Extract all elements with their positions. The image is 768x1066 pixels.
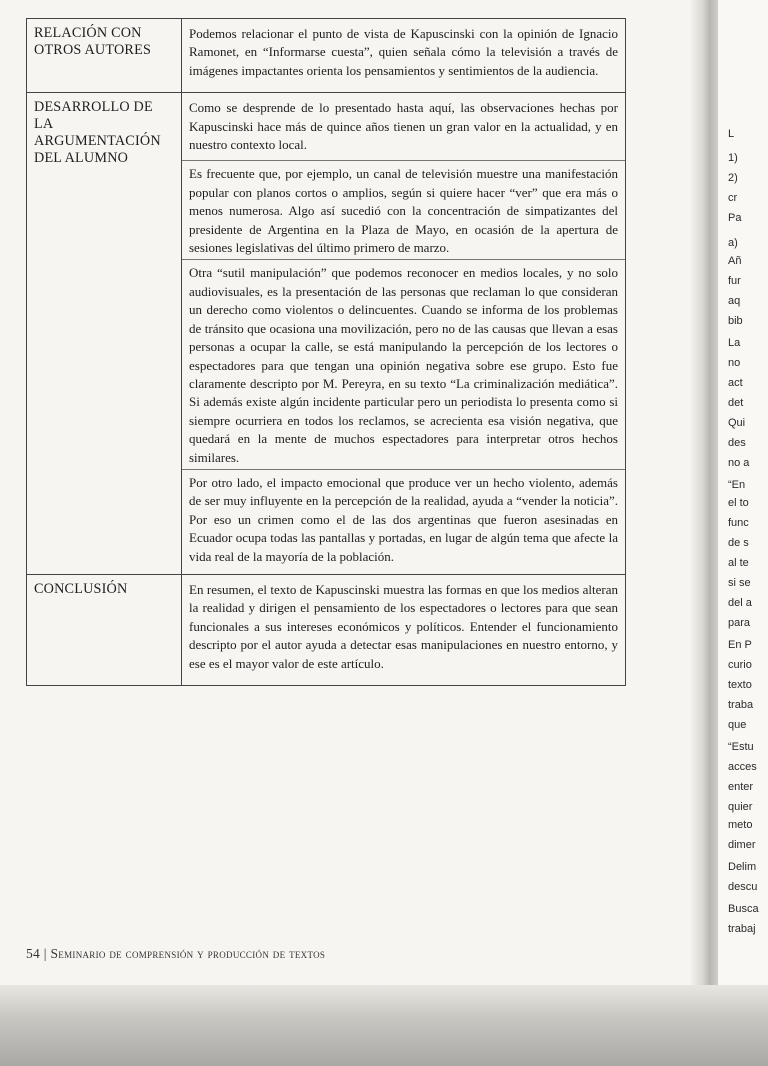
right-page-fragment: 2): [728, 172, 738, 184]
paragraph: En resumen, el texto de Kapuscinski muestra las formas en que los medios alteran la realidad y dirigen el pensamiento de los espectadores o lectores para que sean funcionales a sus intereses económicos y políticos. Entender el funcionamiento descripto por el autor ayuda a detectar esas manipulaciones en nuestro entorno, y ese es el mayor valor de este artículo.: [189, 581, 618, 671]
row-label: DESARROLLO DE LA ARGUMENTACIÓN DEL ALUMNO: [27, 93, 182, 575]
right-page-fragment: func: [728, 517, 749, 529]
row-label: RELACIÓN CON OTROS AUTORES: [27, 19, 182, 93]
right-page-fragment: descu: [728, 881, 758, 893]
row-content: [182, 19, 626, 93]
page-footer: [26, 946, 325, 962]
paragraph: Por otro lado, el impacto emocional que produce ver un hecho violento, además de ser muy influyente en la percepción de la realidad, ayuda a “vender la noticia”. Por eso un crimen como el de las dos argentinas que fueron asesinadas en Ecuador ocupa todas las pantallas y portadas, en lugar de algún tema que afecte la vida real de la mayoría de la población.: [182, 469, 625, 568]
right-page-fragment: no a: [728, 457, 750, 469]
page-bottom-shadow: [0, 985, 768, 1066]
paragraph: Otra “sutil manipulación” que podemos reconocer en medios locales, y no solo audiovisuales, es la presentación de las personas que reclaman lo que consideran un derecho como violentos o delincuentes. Cuando se informa de los problemas de tránsito que ocasiona una movilización, pero no de las causas que llevan a esas personas a ocupar la calle, se está manipulando la percepción de los lectores o espectadores para que tengan una opinión negativa sobre ese grupo. Esto fue claramente descripto por M. Pereyra, en su texto “La criminalización mediática”. Si además existe algún incidente particular pero un periodista lo presenta como si siempre ocurriera en todos los reclamos, se acrecienta esa visión negativa, que quedará en la mente de muchos espectadores para interpretar otros hechos similares.: [182, 259, 625, 468]
right-page-fragment: traba: [728, 699, 754, 711]
row-content: [182, 574, 626, 685]
footer-separator: |: [43, 946, 47, 961]
right-page-fragment: dimer: [728, 839, 756, 851]
right-page-fragment: bib: [728, 315, 743, 327]
right-page-fragment: el to: [728, 497, 749, 509]
right-page-fragment: texto: [728, 679, 752, 691]
table-row-conclusion: [27, 574, 626, 685]
page-number: 54: [26, 946, 41, 961]
right-page-fragment: no: [728, 357, 741, 369]
right-page-fragment: del a: [728, 597, 752, 609]
right-page: [718, 0, 768, 1000]
right-page-fragment: Delim: [728, 861, 757, 873]
right-page-fragment: En P: [728, 639, 752, 651]
right-page-fragment: que: [728, 719, 747, 731]
right-page-fragment: La: [728, 337, 741, 349]
right-page-fragment: det: [728, 397, 744, 409]
right-page-fragment: 1): [728, 152, 738, 164]
right-page-fragment: fur: [728, 275, 741, 287]
right-page-fragment: de s: [728, 537, 749, 549]
right-page-fragment: Añ: [728, 255, 742, 267]
right-page-fragment: acces: [728, 761, 757, 773]
right-page-fragment: Pa: [728, 212, 742, 224]
argument-table: [26, 18, 626, 686]
right-page-fragment: “Estu: [728, 741, 754, 753]
right-page-fragment: L: [728, 128, 735, 140]
right-page-fragment: des: [728, 437, 746, 449]
right-page-fragment: trabaj: [728, 923, 756, 935]
right-page-fragment: a): [728, 237, 738, 249]
paragraph: Como se desprende de lo presentado hasta aquí, las observaciones hechas por Kapuscinski hace más de quince años tienen un gran valor en la actualidad, y en nuestro contexto local.: [189, 100, 618, 153]
book-title: Seminario de comprensión y producción de textos: [50, 946, 326, 961]
row-content: [182, 93, 626, 575]
right-page-fragment: al te: [728, 557, 749, 569]
right-page-fragment: Qui: [728, 417, 746, 429]
table-row-relacion: [27, 19, 626, 93]
row-label: CONCLUSIÓN: [27, 574, 182, 685]
right-page-fragment: meto: [728, 819, 753, 831]
right-page-fragment: curio: [728, 659, 752, 671]
right-page-fragment: para: [728, 617, 751, 629]
right-page-fragment: enter: [728, 781, 754, 793]
right-page-fragment: act: [728, 377, 743, 389]
paragraph: Podemos relacionar el punto de vista de Kapuscinski con la opinión de Ignacio Ramonet, en “Informarse cuesta”, quien señala cómo la televisión a través de imágenes impactantes orienta los pensamientos y sentimientos de la audiencia.: [189, 26, 618, 78]
right-page-fragment: aq: [728, 295, 741, 307]
right-page-fragment: Busca: [728, 903, 759, 915]
right-page-fragment: si se: [728, 577, 751, 589]
right-page-fragment: quier: [728, 801, 753, 813]
table-row-desarrollo: [27, 93, 626, 575]
right-page-fragment: cr: [728, 192, 738, 204]
right-page-fragment: “En: [728, 479, 746, 491]
paragraph: Es frecuente que, por ejemplo, un canal de televisión muestre una manifestación popular con planos cortos o amplios, según si quiere hacer “ver” que era más o menos numerosa. Algo así sucedió con la concentración de simpatizantes del presidente de Argentina en la Plaza de Mayo, en ocasión de la apertura de sesiones legislativas del último primero de marzo.: [182, 160, 625, 259]
